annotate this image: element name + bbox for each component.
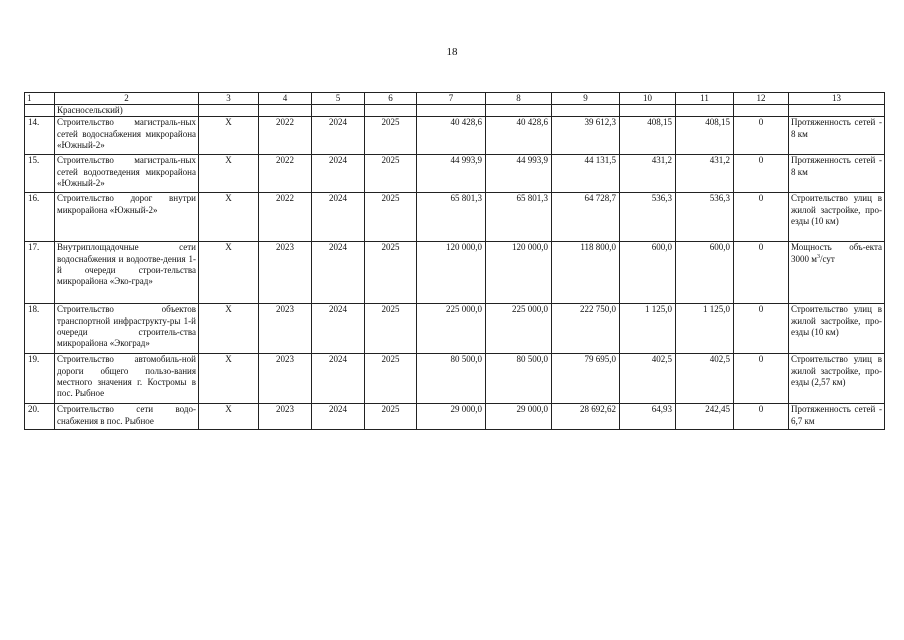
cell-4: 2022 [259, 155, 312, 193]
cell-12: 0 [734, 354, 789, 404]
cell-5: 2024 [312, 304, 365, 354]
cell-12: 0 [734, 404, 789, 430]
row-number: 15. [25, 155, 55, 193]
header-cell: 9 [552, 93, 620, 105]
table-row [25, 404, 885, 430]
cell-5: 2024 [312, 193, 365, 242]
header-cell: 11 [676, 93, 734, 105]
header-cell: 4 [259, 93, 312, 105]
cell-7: 80 500,0 [417, 354, 486, 404]
cell-3: X [199, 304, 259, 354]
row-number: 16. [25, 193, 55, 242]
header-cell: 2 [55, 93, 199, 105]
cell-9: 39 612,3 [552, 117, 620, 155]
table-row [25, 155, 885, 193]
cell-4: 2023 [259, 404, 312, 430]
table-row [25, 117, 885, 155]
cell-5: 2024 [312, 242, 365, 304]
cell-10: 600,0 [620, 242, 676, 304]
row-result: Мощность объ-екта 3000 $м^3$/сут [789, 242, 885, 304]
table-row [25, 354, 885, 404]
cell-10: 408,15 [620, 117, 676, 155]
cell-11: 242,45 [676, 404, 734, 430]
continuation-text: Красносельский) [55, 105, 199, 117]
cell-12: 0 [734, 155, 789, 193]
header-cell: 12 [734, 93, 789, 105]
row-name: Внутриплощадочные сети водоснабжения и водоотве-дения 1-й очереди строи-тельства микрорайона «Эко-град» [55, 242, 199, 304]
cell-9: 44 131,5 [552, 155, 620, 193]
row-number: 20. [25, 404, 55, 430]
cell-5: 2024 [312, 117, 365, 155]
cell-12: 0 [734, 242, 789, 304]
header-cell: 5 [312, 93, 365, 105]
cell-5: 2024 [312, 354, 365, 404]
row-number: 19. [25, 354, 55, 404]
row-name: Строительство объектов транспортной инфраструкту-ры 1-й очереди строитель-ства микрорайона «Экоград» [55, 304, 199, 354]
cell-9: 118 800,0 [552, 242, 620, 304]
row-name: Строительство магистраль-ных сетей водоснабжения микрорайона «Южный-2» [55, 117, 199, 155]
cell-3: X [199, 354, 259, 404]
header-cell: 7 [417, 93, 486, 105]
header-cell: 13 [789, 93, 885, 105]
cell-11: 536,3 [676, 193, 734, 242]
cell-7: 65 801,3 [417, 193, 486, 242]
cell-9: 64 728,7 [552, 193, 620, 242]
row-name: Строительство магистраль-ных сетей водоотведения микрорайона «Южный-2» [55, 155, 199, 193]
cell-3: X [199, 404, 259, 430]
cell-6: 2025 [365, 117, 417, 155]
cell-11: 408,15 [676, 117, 734, 155]
cell-4: 2023 [259, 304, 312, 354]
cell-11: 1 125,0 [676, 304, 734, 354]
cell-6: 2025 [365, 304, 417, 354]
row-result: Протяженность сетей - 6,7 км [789, 404, 885, 430]
header-cell: 10 [620, 93, 676, 105]
table-row [25, 193, 885, 242]
cell-8: 65 801,3 [486, 193, 552, 242]
cell-11: 431,2 [676, 155, 734, 193]
cell-6: 2025 [365, 193, 417, 242]
cell-6: 2025 [365, 354, 417, 404]
cell-8: 44 993,9 [486, 155, 552, 193]
continuation-row [25, 105, 885, 117]
cell-5: 2024 [312, 155, 365, 193]
header-cell: 3 [199, 93, 259, 105]
header-cell: 6 [365, 93, 417, 105]
row-name: Строительство сети водо-снабжения в пос. Рыбное [55, 404, 199, 430]
row-number: 14. [25, 117, 55, 155]
cell-8: 29 000,0 [486, 404, 552, 430]
cell-10: 402,5 [620, 354, 676, 404]
cell-8: 80 500,0 [486, 354, 552, 404]
cell-12: 0 [734, 304, 789, 354]
cell-11: 600,0 [676, 242, 734, 304]
table-row [25, 242, 885, 304]
cell-8: 225 000,0 [486, 304, 552, 354]
cell-9: 79 695,0 [552, 354, 620, 404]
row-name: Строительство автомобиль-ной дороги общего пользо-вания местного значения г. Костромы в пос. Рыбное [55, 354, 199, 404]
cell-11: 402,5 [676, 354, 734, 404]
cell-10: 536,3 [620, 193, 676, 242]
cell-4: 2022 [259, 117, 312, 155]
row-result: Строительство улиц в жилой застройке, про-езды (2,57 км) [789, 354, 885, 404]
cell-6: 2025 [365, 155, 417, 193]
cell-7: 225 000,0 [417, 304, 486, 354]
cell-4: 2022 [259, 193, 312, 242]
header-cell: 1 [25, 93, 55, 105]
row-name: Строительство дорог внутри микрорайона «Южный-2» [55, 193, 199, 242]
table-row [25, 304, 885, 354]
header-cell: 8 [486, 93, 552, 105]
row-number: 18. [25, 304, 55, 354]
cell-8: 120 000,0 [486, 242, 552, 304]
cell-10: 431,2 [620, 155, 676, 193]
cell-5: 2024 [312, 404, 365, 430]
cell-4: 2023 [259, 354, 312, 404]
cell-3: X [199, 193, 259, 242]
cell-12: 0 [734, 117, 789, 155]
cell-7: 40 428,6 [417, 117, 486, 155]
cell-7: 44 993,9 [417, 155, 486, 193]
row-result: Строительство улиц в жилой застройке, про-езды (10 км) [789, 193, 885, 242]
row-result: Строительство улиц в жилой застройке, про-езды (10 км) [789, 304, 885, 354]
page-number: 18 [446, 46, 458, 58]
cell-3: X [199, 117, 259, 155]
row-number: 17. [25, 242, 55, 304]
cell-8: 40 428,6 [486, 117, 552, 155]
cell-12: 0 [734, 193, 789, 242]
row-result: Протяженность сетей - 8 км [789, 117, 885, 155]
cell-7: 29 000,0 [417, 404, 486, 430]
row-result: Протяженность сетей - 8 км [789, 155, 885, 193]
cell-3: X [199, 242, 259, 304]
cell-10: 1 125,0 [620, 304, 676, 354]
cell-6: 2025 [365, 242, 417, 304]
cell-9: 222 750,0 [552, 304, 620, 354]
cell-6: 2025 [365, 404, 417, 430]
header-row [25, 93, 885, 105]
program-table [24, 92, 885, 430]
cell-4: 2023 [259, 242, 312, 304]
cell-7: 120 000,0 [417, 242, 486, 304]
cell-10: 64,93 [620, 404, 676, 430]
cell-9: 28 692,62 [552, 404, 620, 430]
cell-3: X [199, 155, 259, 193]
